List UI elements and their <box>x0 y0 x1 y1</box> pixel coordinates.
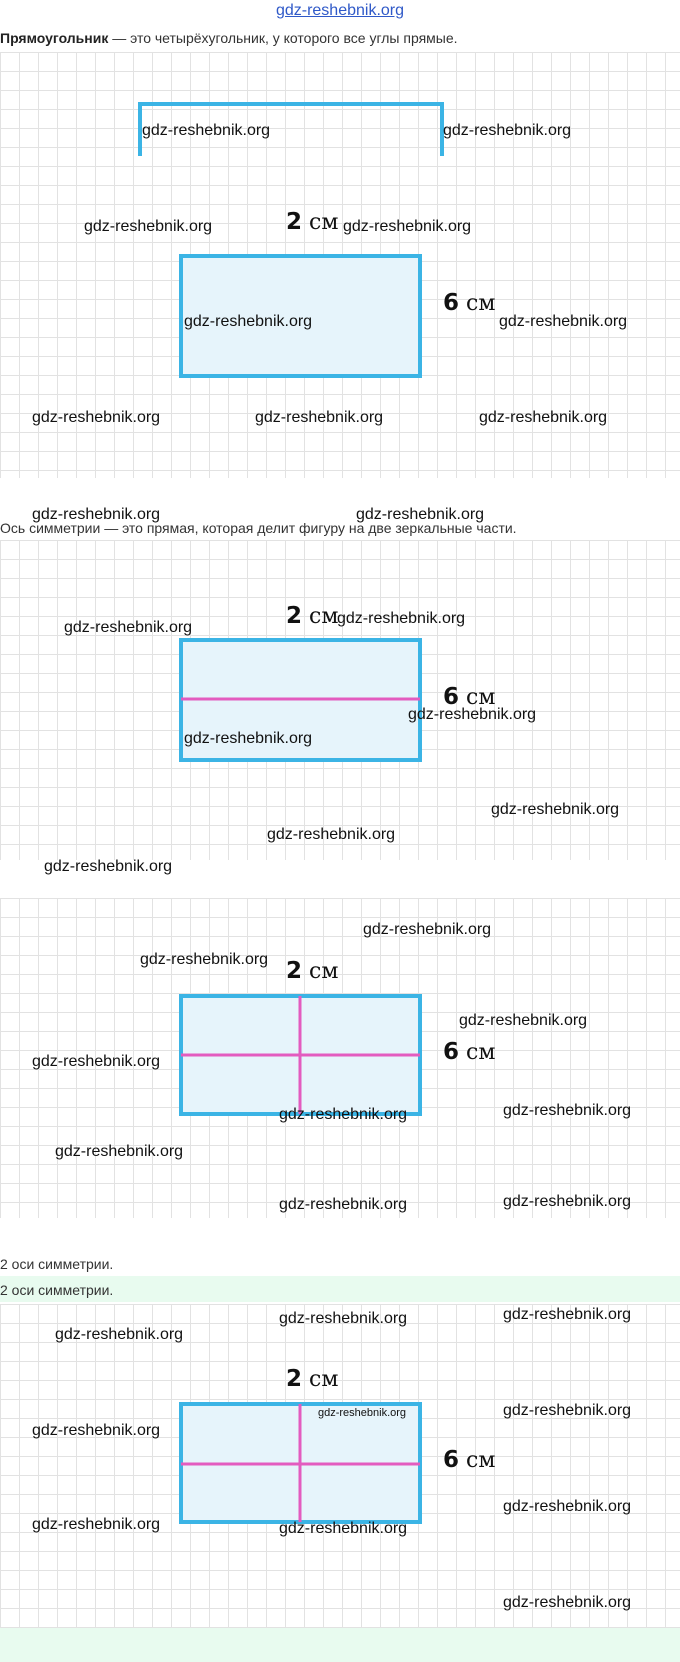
height-label: 6 см <box>443 684 496 710</box>
watermark: gdz-reshebnik.org <box>343 218 472 235</box>
answer-line-2: 2 оси симметрии. <box>0 1282 114 1298</box>
width-label: 2 см <box>286 603 339 629</box>
bottom-highlight <box>0 1628 680 1662</box>
watermark: gdz-reshebnik.org <box>443 122 572 139</box>
watermark: gdz-reshebnik.org <box>356 506 485 523</box>
watermark: gdz-reshebnik.org <box>479 409 608 426</box>
watermark: gdz-reshebnik.org <box>267 826 396 843</box>
watermark: gdz-reshebnik.org <box>503 1193 632 1210</box>
watermark: gdz-reshebnik.org <box>337 610 466 627</box>
height-label: 6 см <box>443 1039 496 1065</box>
watermark: gdz-reshebnik.org <box>503 1102 632 1119</box>
watermark: gdz-reshebnik.org <box>32 506 161 523</box>
watermark: gdz-reshebnik.org <box>64 619 193 636</box>
grid-panel-1 <box>0 52 680 478</box>
definition-rest: — это четырёхугольник, у которого все углы прямые. <box>108 30 458 46</box>
watermark: gdz-reshebnik.org <box>255 409 384 426</box>
grid-panel-4 <box>0 1304 680 1628</box>
watermark: gdz-reshebnik.org <box>279 1520 408 1537</box>
width-label: 2 см <box>286 209 339 235</box>
watermark: gdz-reshebnik.org <box>503 1402 632 1419</box>
watermark: gdz-reshebnik.org <box>363 921 492 938</box>
panel-4-drawing <box>0 1304 680 1628</box>
watermark: gdz-reshebnik.org <box>55 1143 184 1160</box>
watermark: gdz-reshebnik.org <box>32 1516 161 1533</box>
site-header[interactable] <box>0 0 680 24</box>
watermark: gdz-reshebnik.org <box>84 218 213 235</box>
width-label: 2 см <box>286 958 339 984</box>
site-link[interactable]: gdz-reshebnik.org <box>275 2 405 19</box>
watermark: gdz-reshebnik.org <box>503 1498 632 1515</box>
watermark: gdz-reshebnik.org <box>503 1306 632 1323</box>
grid-panel-2 <box>0 540 680 860</box>
watermark: gdz-reshebnik.org <box>318 1407 407 1419</box>
watermark: gdz-reshebnik.org <box>32 1422 161 1439</box>
definition-term: Прямоугольник <box>0 30 109 46</box>
watermark: gdz-reshebnik.org <box>499 313 628 330</box>
watermark: gdz-reshebnik.org <box>140 951 269 968</box>
grid-panel-3 <box>0 898 680 1218</box>
watermark: gdz-reshebnik.org <box>491 801 620 818</box>
watermark: gdz-reshebnik.org <box>32 1053 161 1070</box>
height-label: 6 см <box>443 1447 496 1473</box>
watermark: gdz-reshebnik.org <box>32 409 161 426</box>
watermark: gdz-reshebnik.org <box>184 730 313 747</box>
watermark: gdz-reshebnik.org <box>184 313 313 330</box>
definition-rectangle <box>0 30 458 46</box>
watermark: gdz-reshebnik.org <box>142 122 271 139</box>
watermark: gdz-reshebnik.org <box>55 1326 184 1343</box>
watermark: gdz-reshebnik.org <box>408 706 537 723</box>
definition-axis: Ось симметрии — это прямая, которая делит фигуру на две зеркальные части. <box>0 520 517 536</box>
height-label: 6 см <box>443 290 496 316</box>
watermark: gdz-reshebnik.org <box>279 1196 408 1213</box>
width-label: 2 см <box>286 1366 339 1392</box>
watermark: gdz-reshebnik.org <box>459 1012 588 1029</box>
answer-line-1: 2 оси симметрии. <box>0 1256 114 1272</box>
watermark: gdz-reshebnik.org <box>503 1594 632 1611</box>
watermark: gdz-reshebnik.org <box>279 1106 408 1123</box>
watermark: gdz-reshebnik.org <box>279 1310 408 1327</box>
watermark: gdz-reshebnik.org <box>44 858 173 875</box>
